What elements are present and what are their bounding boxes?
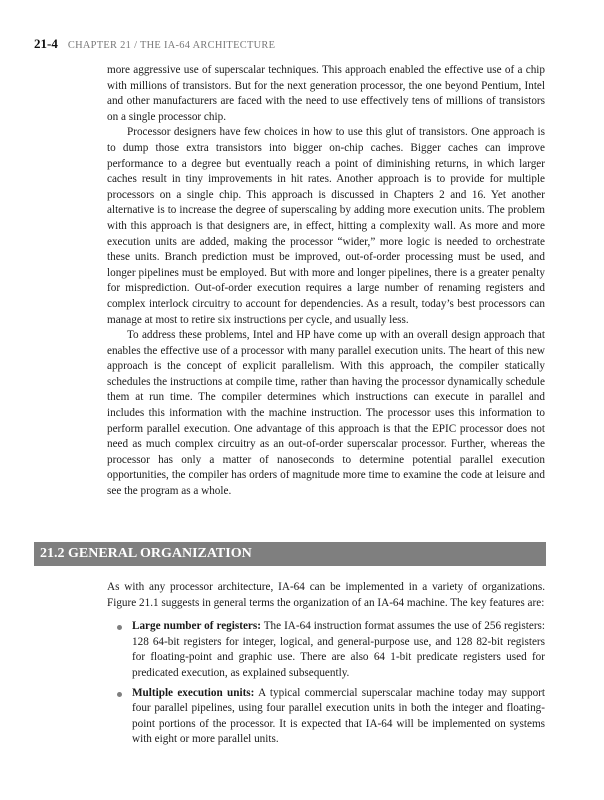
feature-text: The IA-64 instruction format assumes the use of 256 registers: 128 64-bit registers for integer, logical, and general-purpose use, and 128 82-bit registers for floating-point and graphic use. There are also 64 1-bit predicate registers used for predicated execution, as explained subsequently. xyxy=(132,620,546,679)
page-header xyxy=(34,36,574,52)
list-item xyxy=(107,686,545,748)
bullet-icon xyxy=(117,692,122,697)
key-features-list xyxy=(107,619,545,748)
paragraph-2: Processor designers have few choices in how to use this glut of transistors. One approach is to dump those extra transistors into bigger on-chip caches. Bigger caches can improve performance to a degree but eventually reach a point of diminishing returns, in which larger caches result in tiny improvements in hit rates. Another approach is to provide for multiple processors on a single chip. This approach is discussed in Chapters 2 and 16. Yet another alternative is to increase the degree of superscaling by adding more execution units. The problem with this approach is that designers are, in effect, hitting a complexity wall. As more and more execution units are added, making the processor “wider,” more logic is needed to orchestrate these units. Branch prediction must be improved, out-of-order processing must be used, and longer pipelines must be employed. But with more and longer pipelines, there is a greater penalty for misprediction. Out-of-order execution requires a large number of renaming registers and complex interlock circuitry to account for dependencies. As a result, today’s best processors can manage at most to retire six instructions per cycle, and usually less. xyxy=(107,126,545,326)
page-number: 21-4 xyxy=(34,36,58,51)
section-body xyxy=(107,580,545,752)
feature-term: Multiple execution units: xyxy=(132,686,255,699)
section-intro: As with any processor architecture, IA-64 can be implemented in a variety of organizations. Figure 21.1 suggests in general terms the organization of an IA-64 machine. The key features are: xyxy=(107,581,545,609)
section-heading: 21.2 GENERAL ORGANIZATION xyxy=(34,542,546,566)
main-body xyxy=(107,63,545,500)
running-head: CHAPTER 21 / THE IA-64 ARCHITECTURE xyxy=(67,40,276,51)
paragraph-1: more aggressive use of superscalar techniques. This approach enabled the effective use of a chip with millions of transistors. But for the next generation processor, the one beyond Pentium, Intel and other manufacturers are faced with the need to use effectively tens of millions of transistors on a single processor chip. xyxy=(107,64,545,123)
feature-term: Large number of registers: xyxy=(132,620,261,633)
bullet-icon xyxy=(117,625,122,630)
paragraph-3: To address these problems, Intel and HP have come up with an overall design approach that enables the effective use of a processor with many parallel execution units. The heart of this new approach is the concept of explicit parallelism. With this approach, the compiler statically schedules the instructions at compile time, rather than having the processor dynamically schedule them at run time. The compiler determines which instructions can execute in parallel and includes this information with the machine instruction. The processor uses this information to perform parallel execution. One advantage of this approach is that the EPIC processor does not need as much complex circuitry as an out-of-order superscalar processor. Further, whereas the processor has only a matter of nanoseconds to determine potential parallel execution opportunities, the compiler has orders of magnitude more time to examine the code at leisure and see the program as a whole. xyxy=(107,329,545,498)
list-item xyxy=(107,619,545,681)
feature-text: A typical commercial superscalar machine today may support four parallel pipelines, using four parallel execution units in both the integer and floating-point portions of the processor. It is expected that IA-64 will be implemented on systems with eight or more parallel units. xyxy=(132,686,545,746)
